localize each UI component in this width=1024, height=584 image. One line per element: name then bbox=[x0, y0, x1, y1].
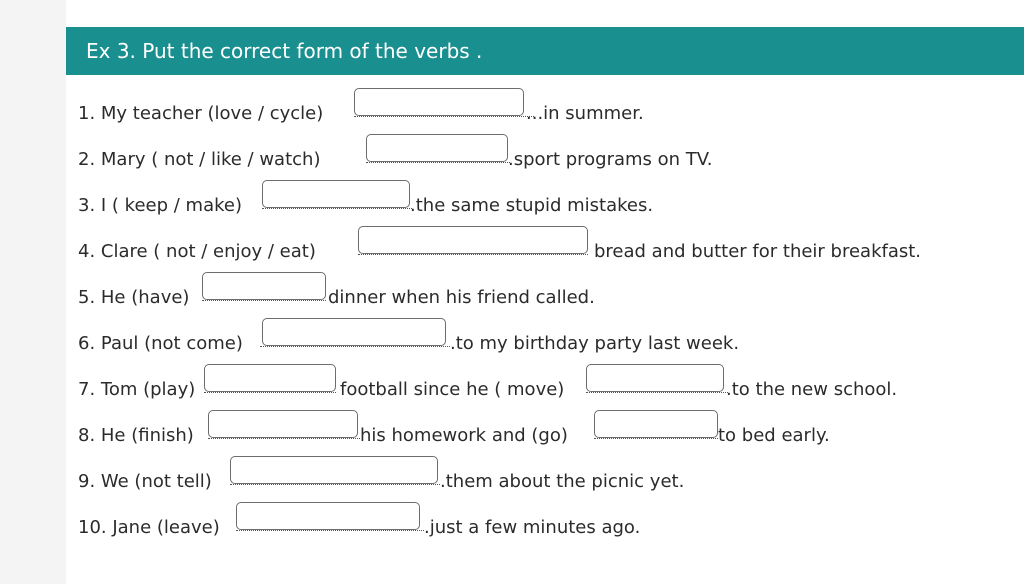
answer-dotted-line bbox=[358, 254, 588, 255]
answer-box-8a[interactable] bbox=[208, 410, 358, 438]
answer-dotted-line bbox=[260, 346, 450, 347]
answer-dotted-line bbox=[236, 530, 424, 531]
item-prompt: 6. Paul (not come) bbox=[78, 333, 243, 354]
answer-box-4[interactable] bbox=[358, 226, 588, 254]
item-prompt: 1. My teacher (love / cycle) bbox=[78, 103, 324, 124]
item-continuation: .just a few minutes ago. bbox=[424, 517, 641, 538]
item-prompt: 8. He (finish) bbox=[78, 425, 194, 446]
item-continuation: .to my birthday party last week. bbox=[450, 333, 740, 354]
answer-dotted-line bbox=[262, 208, 412, 209]
answer-box-8b[interactable] bbox=[594, 410, 718, 438]
item-ending: .to the new school. bbox=[726, 379, 898, 400]
exercise-header bbox=[66, 27, 1024, 75]
answer-box-10[interactable] bbox=[236, 502, 420, 530]
answer-dotted-line bbox=[204, 392, 336, 393]
item-prompt: 4. Clare ( not / enjoy / eat) bbox=[78, 241, 316, 262]
item-continuation: ...in summer. bbox=[526, 103, 644, 124]
answer-dotted-line bbox=[208, 438, 360, 439]
item-prompt: 10. Jane (leave) bbox=[78, 517, 220, 538]
answer-box-6[interactable] bbox=[262, 318, 446, 346]
answer-dotted-line bbox=[586, 392, 728, 393]
item-continuation: .sport programs on TV. bbox=[508, 149, 713, 170]
answer-box-5[interactable] bbox=[202, 272, 326, 300]
item-continuation: dinner when his friend called. bbox=[328, 287, 595, 308]
item-ending: to bed early. bbox=[718, 425, 830, 446]
exercise-title: Ex 3. Put the correct form of the verbs . bbox=[86, 39, 483, 63]
item-prompt: 7. Tom (play) bbox=[78, 379, 196, 400]
answer-dotted-line bbox=[230, 484, 440, 485]
answer-dotted-line bbox=[354, 116, 534, 117]
answer-box-7b[interactable] bbox=[586, 364, 724, 392]
answer-dotted-line bbox=[366, 162, 510, 163]
item-continuation: bread and butter for their breakfast. bbox=[594, 241, 922, 262]
item-prompt: 9. We (not tell) bbox=[78, 471, 212, 492]
answer-box-3[interactable] bbox=[262, 180, 410, 208]
answer-box-7a[interactable] bbox=[204, 364, 336, 392]
item-prompt: 3. I ( keep / make) bbox=[78, 195, 242, 216]
item-continuation: his homework and (go) bbox=[360, 425, 568, 446]
answer-box-1[interactable] bbox=[354, 88, 524, 116]
item-continuation: football since he ( move) bbox=[340, 379, 565, 400]
item-prompt: 5. He (have) bbox=[78, 287, 190, 308]
answer-dotted-line bbox=[202, 300, 326, 301]
item-continuation: .the same stupid mistakes. bbox=[410, 195, 654, 216]
item-prompt: 2. Mary ( not / like / watch) bbox=[78, 149, 321, 170]
answer-dotted-line bbox=[594, 438, 718, 439]
answer-box-9[interactable] bbox=[230, 456, 438, 484]
item-continuation: .them about the picnic yet. bbox=[440, 471, 685, 492]
answer-box-2[interactable] bbox=[366, 134, 508, 162]
